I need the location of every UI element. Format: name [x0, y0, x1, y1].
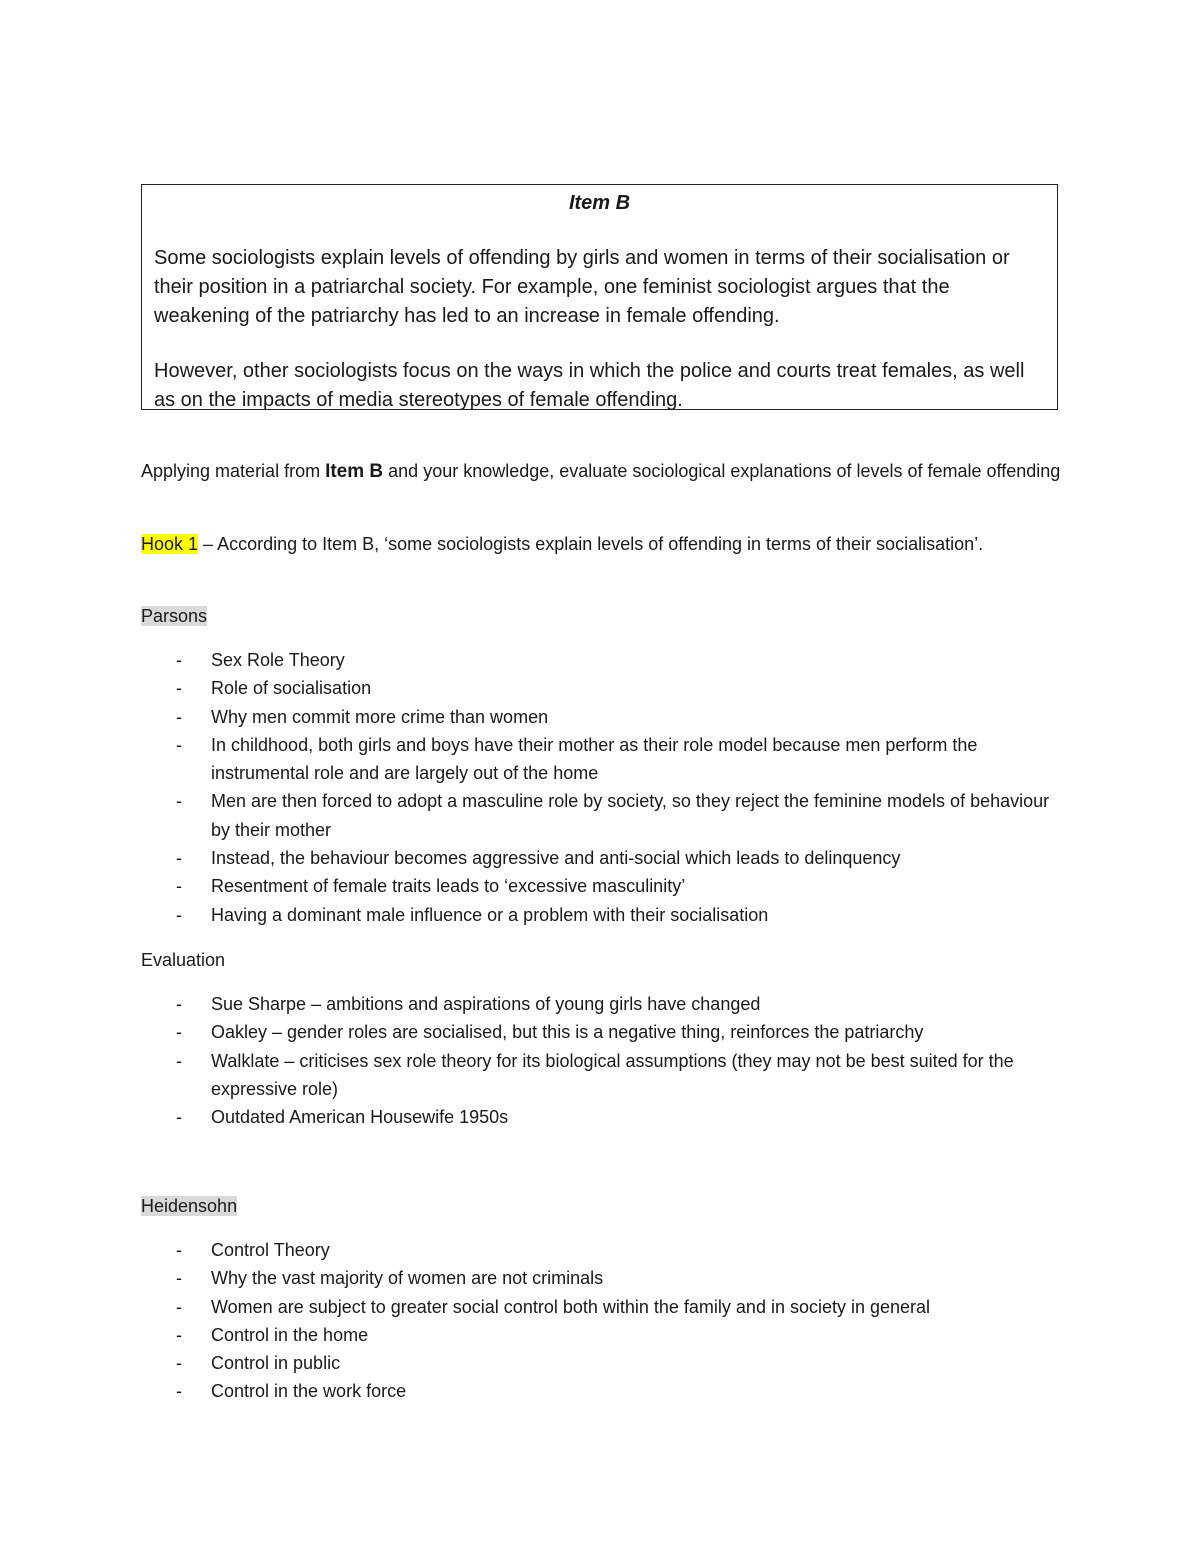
list-item: - Why men commit more crime than women — [176, 703, 1066, 731]
question-text — [141, 457, 1061, 486]
section-heading-heidensohn — [141, 1192, 1061, 1220]
dash-bullet-icon: - — [176, 1353, 182, 1374]
list-item: - In childhood, both girls and boys have their mother as their role model because men perform the instrumental role and are largely out of the home — [176, 731, 1066, 788]
item-b-box — [141, 184, 1058, 410]
list-item: - Instead, the behaviour becomes aggressive and anti-social which leads to delinquency — [176, 844, 1066, 872]
heidensohn-list — [176, 1236, 1066, 1406]
dash-bullet-icon: - — [176, 994, 182, 1014]
dash-bullet-icon: - — [176, 848, 182, 869]
dash-bullet-icon: - — [176, 1324, 182, 1345]
list-item: - Control in public — [176, 1349, 1066, 1377]
list-item: - Resentment of female traits leads to ‘excessive masculinity’ — [176, 872, 1066, 900]
question-item-b-bold: Item B — [325, 461, 384, 482]
list-item: - Having a dominant male influence or a problem with their socialisation — [176, 901, 1066, 929]
section-heading-heidensohn-label: Heidensohn — [141, 1196, 238, 1216]
dash-bullet-icon: - — [176, 876, 182, 897]
section-heading-parsons — [141, 602, 1061, 630]
question-text-after: and your knowledge, evaluate sociological explanations of levels of female offending — [383, 461, 1061, 481]
item-b-paragraph-2: However, other sociologists focus on the ways in which the police and courts treat females, as well as on the impacts of media stereotypes of female offending. — [154, 360, 1025, 411]
list-item: - Role of socialisation — [176, 674, 1066, 702]
list-item: - Sue Sharpe – ambitions and aspirations of young girls have changed — [176, 990, 1066, 1018]
list-item: - Women are subject to greater social control both within the family and in society in general — [176, 1293, 1066, 1321]
hook-1-paragraph — [141, 530, 1061, 558]
evaluation-list — [176, 990, 1066, 1131]
dash-bullet-icon: - — [176, 904, 182, 925]
list-item: - Men are then forced to adopt a masculine role by society, so they reject the feminine models of behaviour by their mother — [176, 787, 1066, 844]
item-b-title: Item B — [568, 192, 631, 214]
list-item: - Sex Role Theory — [176, 646, 1066, 674]
dash-bullet-icon: - — [176, 734, 182, 755]
dash-bullet-icon: - — [176, 706, 182, 727]
dash-bullet-icon: - — [176, 1022, 182, 1043]
hook-1-label: Hook 1 — [141, 534, 199, 554]
dash-bullet-icon: - — [176, 1296, 182, 1317]
list-item: - Control in the work force — [176, 1377, 1066, 1405]
dash-bullet-icon: - — [176, 678, 182, 699]
section-heading-parsons-label: Parsons — [141, 606, 208, 626]
dash-bullet-icon: - — [176, 1381, 182, 1402]
dash-bullet-icon: - — [176, 650, 182, 670]
hook-1-text: – According to Item B, ‘some sociologists explain levels of offending in terms of their socialisation’. — [198, 534, 984, 554]
parsons-list — [176, 646, 1066, 929]
list-item: - Why the vast majority of women are not criminals — [176, 1264, 1066, 1292]
dash-bullet-icon: - — [176, 1050, 182, 1071]
section-heading-evaluation — [141, 946, 1061, 974]
section-heading-evaluation-label: Evaluation — [141, 950, 226, 970]
item-b-paragraph-1: Some sociologists explain levels of offending by girls and women in terms of their socialisation or their position in a patriarchal society. For example, one feminist sociologist argues that the weakening of the patriarchy has led to an increase in female offending. — [154, 247, 1010, 327]
list-item: - Oakley – gender roles are socialised, but this is a negative thing, reinforces the patriarchy — [176, 1018, 1066, 1046]
list-item: - Control in the home — [176, 1321, 1066, 1349]
list-item: - Outdated American Housewife 1950s — [176, 1103, 1066, 1131]
dash-bullet-icon: - — [176, 1268, 182, 1289]
dash-bullet-icon: - — [176, 1240, 182, 1260]
list-item: - Walklate – criticises sex role theory for its biological assumptions (they may not be best suited for the expressive role) — [176, 1047, 1066, 1104]
list-item: - Control Theory — [176, 1236, 1066, 1264]
dash-bullet-icon: - — [176, 791, 182, 812]
dash-bullet-icon: - — [176, 1107, 182, 1128]
question-text-before: Applying material from — [141, 461, 326, 481]
